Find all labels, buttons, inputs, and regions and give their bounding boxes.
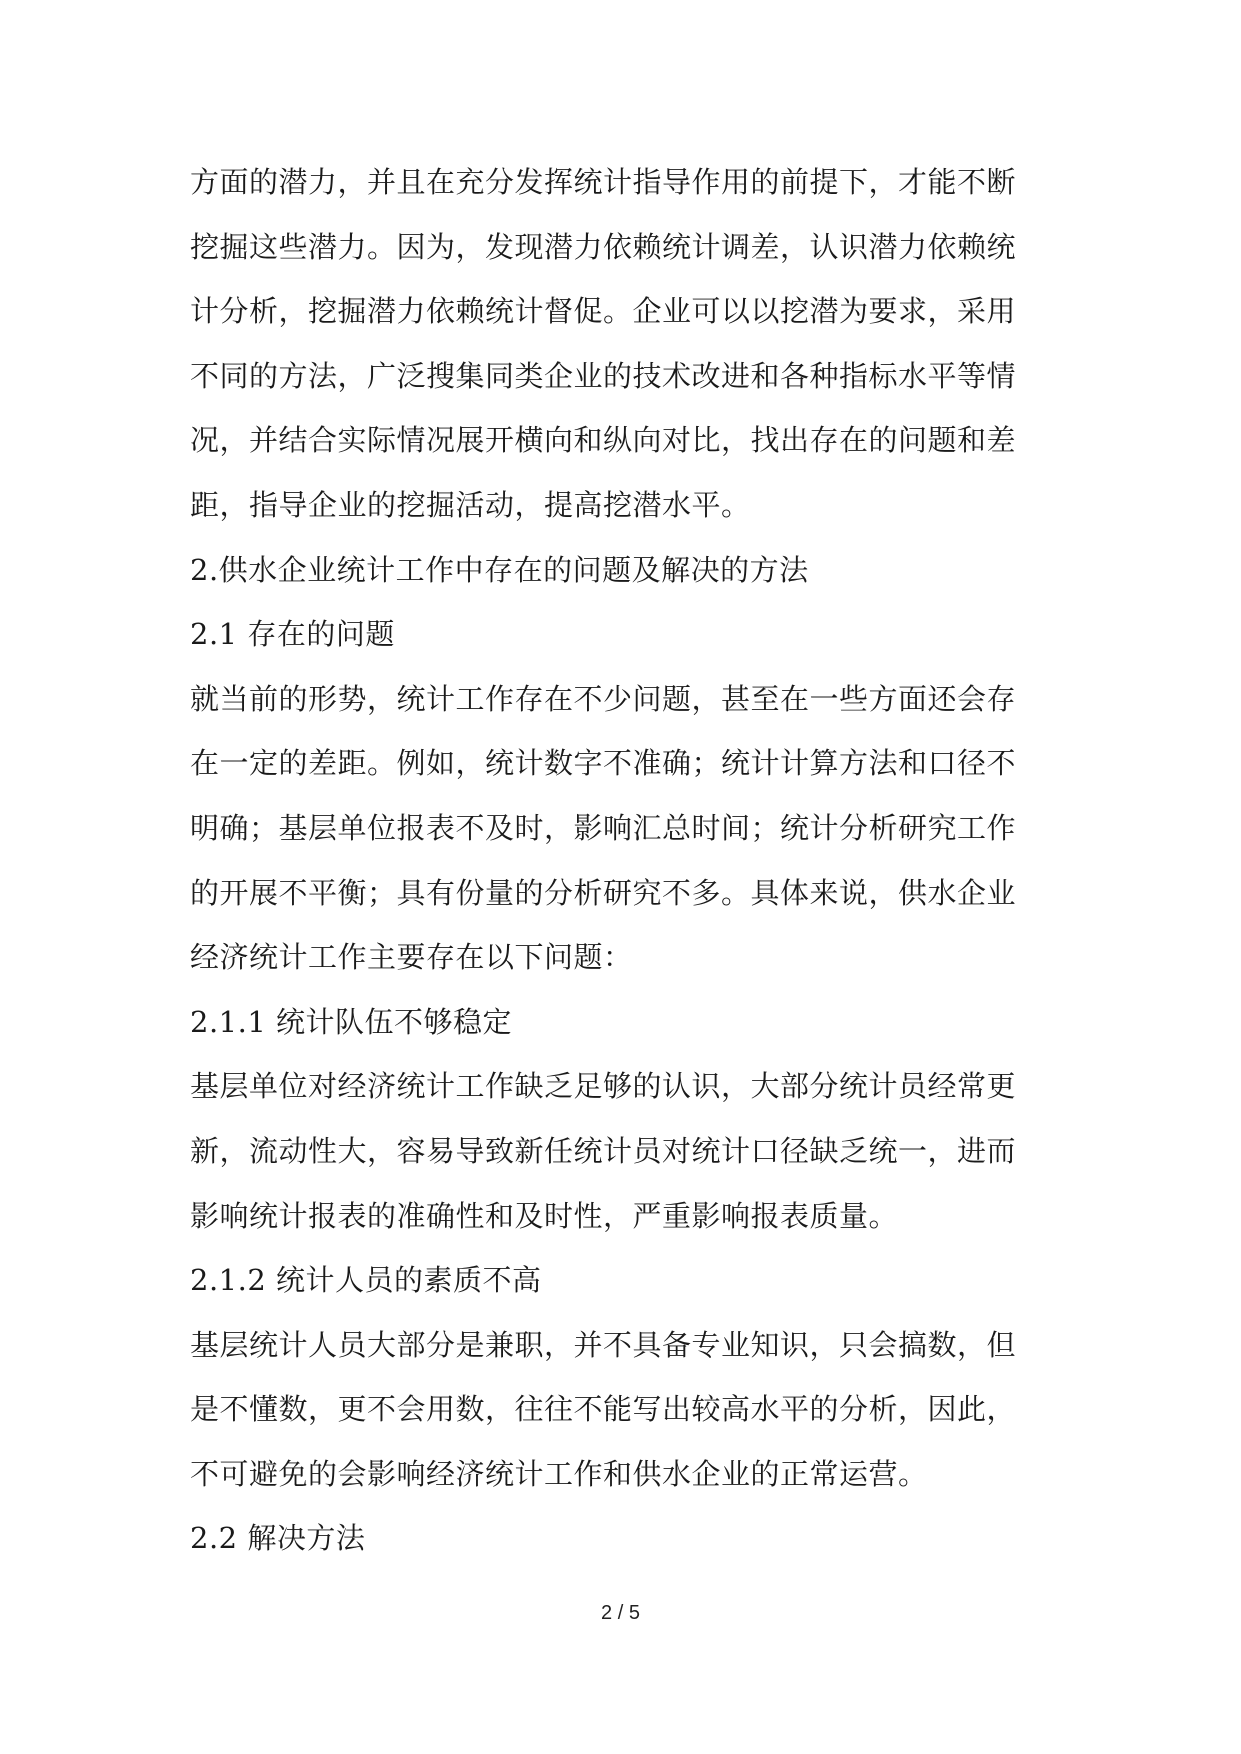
- paragraph-line: 在一定的差距。例如，统计数字不准确；统计计算方法和口径不: [190, 746, 1017, 781]
- body-text: [190, 150, 1050, 1571]
- paragraph-line: 明确；基层单位报表不及时，影响汇总时间；统计分析研究工作: [190, 810, 1017, 845]
- section-heading: 2.供水企业统计工作中存在的问题及解决的方法: [190, 552, 809, 587]
- subsubsection-heading: 2.1.1 统计队伍不够稳定: [190, 1004, 513, 1039]
- paragraph-line: 的开展不平衡；具有份量的分析研究不多。具体来说，供水企业: [190, 875, 1017, 910]
- subsubsection-heading: 2.1.2 统计人员的素质不高: [190, 1263, 542, 1298]
- paragraph-line: 挖掘这些潜力。因为，发现潜力依赖统计调差，认识潜力依赖统: [190, 229, 1017, 264]
- paragraph-line: 不同的方法，广泛搜集同类企业的技术改进和各种指标水平等情: [190, 358, 1017, 393]
- paragraph-line: 是不懂数，更不会用数，往往不能写出较高水平的分析，因此，: [190, 1392, 1017, 1427]
- subsection-heading: 2.1 存在的问题: [190, 617, 395, 652]
- paragraph-line: 基层单位对经济统计工作缺乏足够的认识，大部分统计员经常更: [190, 1069, 1017, 1104]
- paragraph-line: 不可避免的会影响经济统计工作和供水企业的正常运营。: [190, 1456, 928, 1491]
- paragraph-line: 影响统计报表的准确性和及时性，严重影响报表质量。: [190, 1198, 899, 1233]
- paragraph-line: 计分析，挖掘潜力依赖统计督促。企业可以以挖潜为要求，采用: [190, 294, 1017, 329]
- paragraph-line: 经济统计工作主要存在以下问题：: [190, 940, 633, 975]
- page-number: 2 / 5: [601, 1602, 640, 1624]
- paragraph-line: 新，流动性大，容易导致新任统计员对统计口径缺乏统一，进而: [190, 1133, 1017, 1168]
- paragraph-line: 基层统计人员大部分是兼职，并不具备专业知识，只会搞数，但: [190, 1327, 1017, 1362]
- paragraph-line: 距，指导企业的挖掘活动，提高挖潜水平。: [190, 487, 751, 522]
- paragraph-line: 况，并结合实际情况展开横向和纵向对比，找出存在的问题和差: [190, 423, 1017, 458]
- paragraph-line: 方面的潜力，并且在充分发挥统计指导作用的前提下，才能不断: [190, 165, 1017, 199]
- subsection-heading: 2.2 解决方法: [190, 1521, 366, 1556]
- paragraph-line: 就当前的形势，统计工作存在不少问题，甚至在一些方面还会存: [190, 681, 1017, 716]
